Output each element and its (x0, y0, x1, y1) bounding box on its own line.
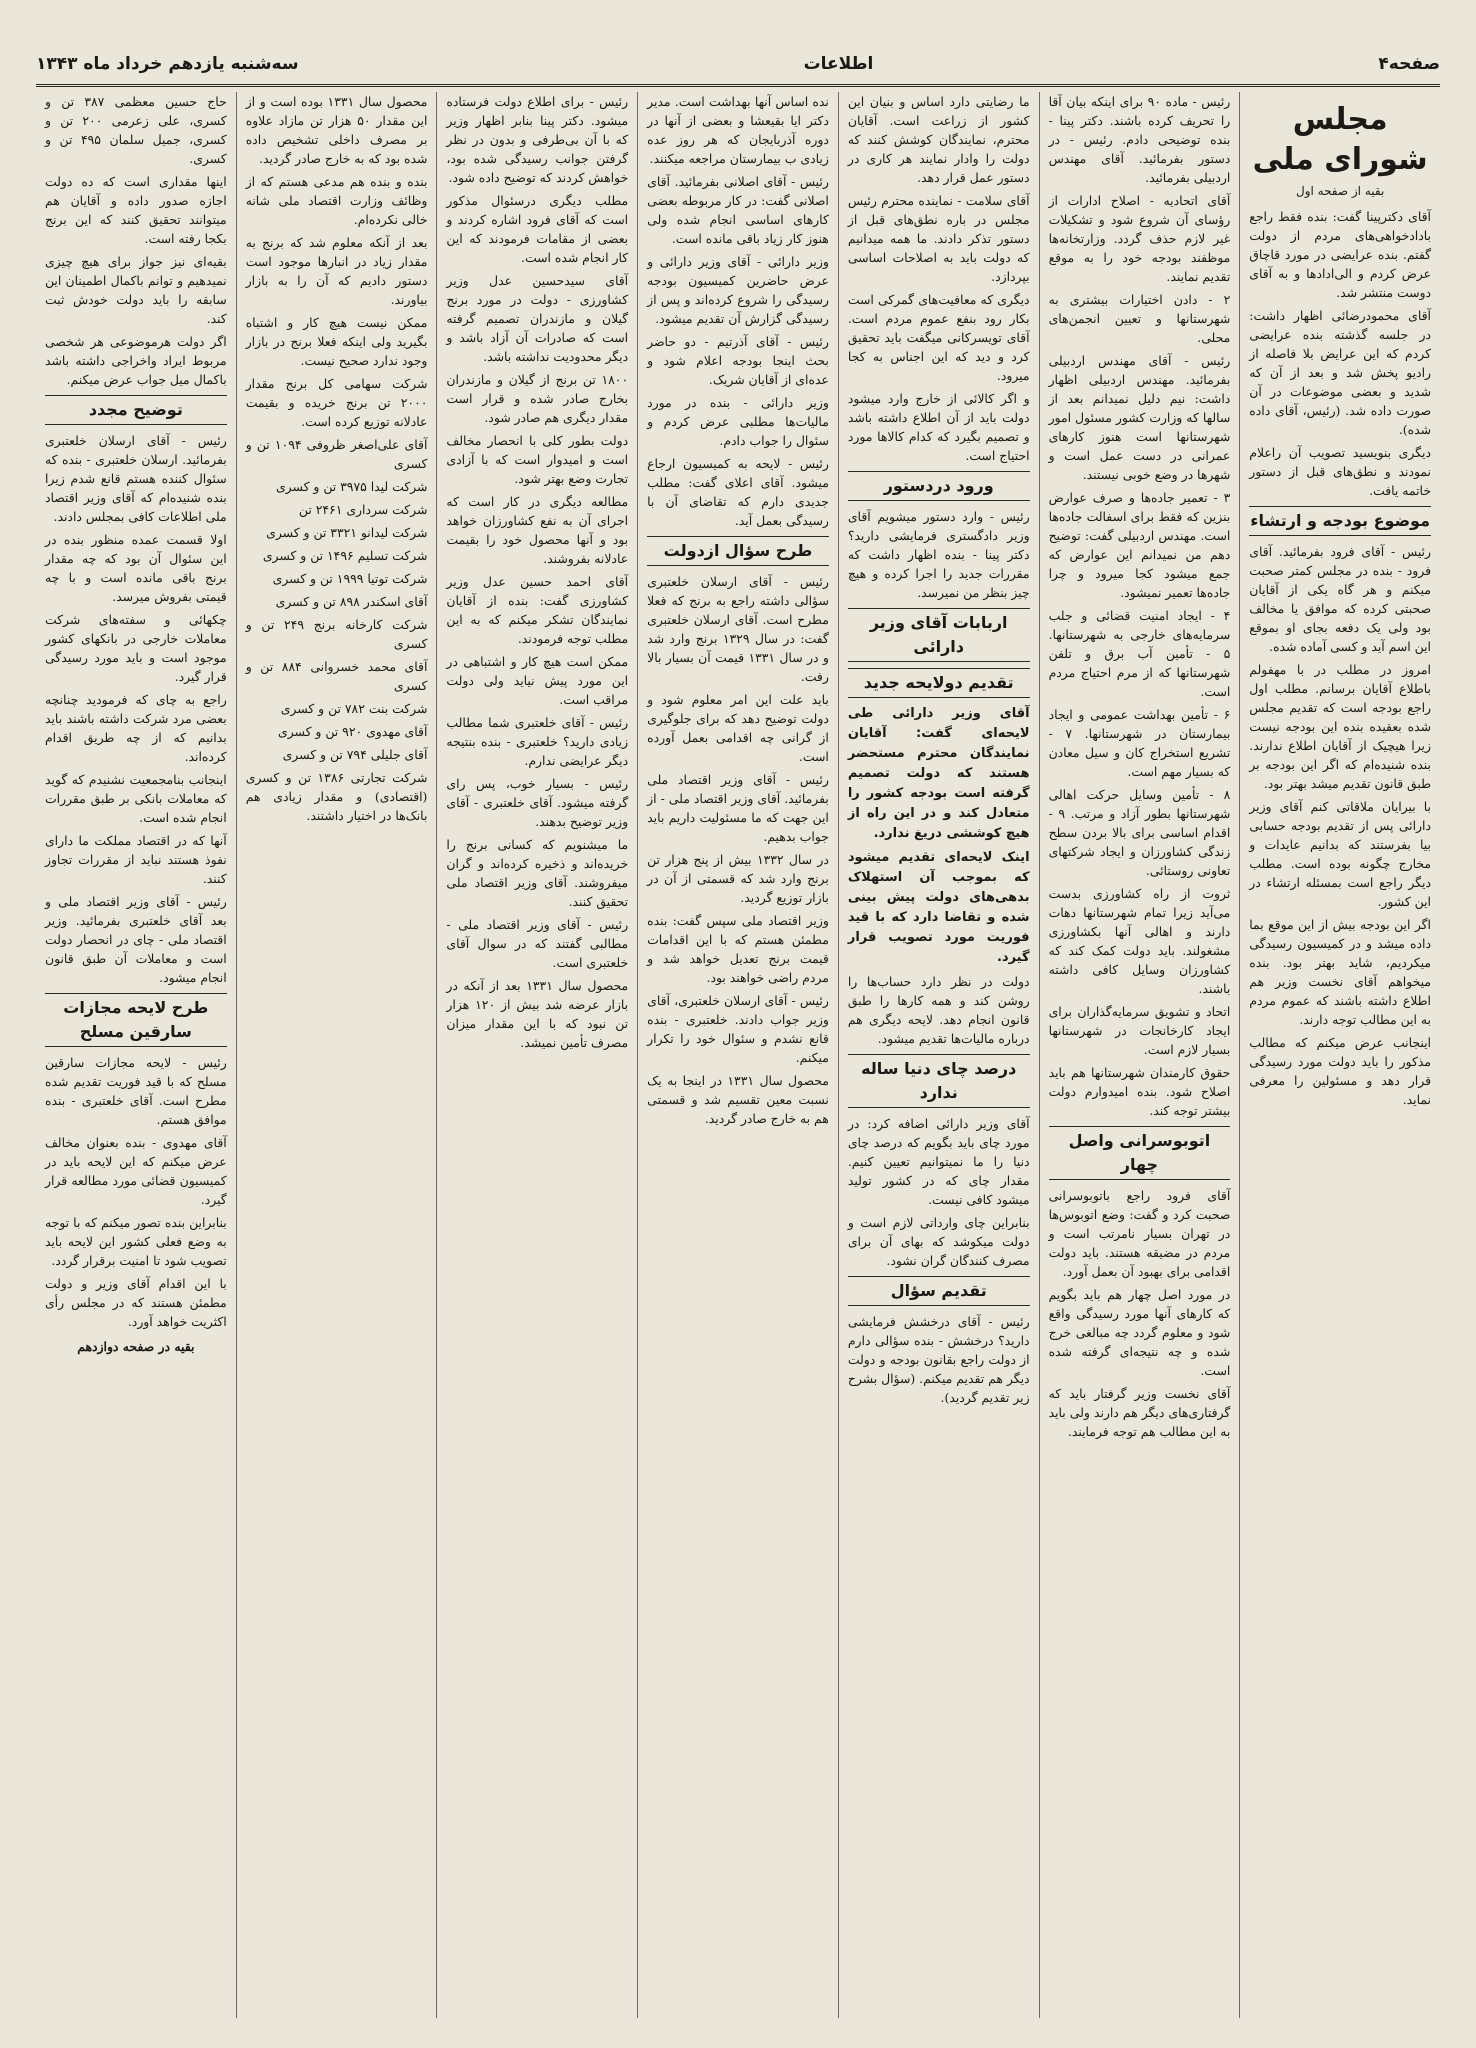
paragraph: رئیس - لایحه مجازات سارقین مسلح که با قید فوریت تقدیم شده مطرح است. آقای خلعتبری - بنده موافق هستم. (44, 1055, 227, 1127)
paragraph: دولت در نظر دارد حساب‌ها را روشن کند و همه کارها را طبق قانون انجام دهد. لایحه دیگری هم درباره مالیات‌ها تقدیم میشود. (847, 974, 1030, 1046)
paragraph: شرکت سهامی کل برنج مقدار ۲۰۰۰ تن برنج خریده و بقیمت عادلانه توزیع کرده است. (245, 376, 428, 429)
column-4 (637, 92, 838, 2018)
continued-on-note: بقیه در صفحه دوازدهم (77, 1339, 195, 1354)
paragraph: رئیس - آقای آذرتیم - دو حاضر بحث اینجا بودجه اعلام شود و عده‌ای از آقایان شریک. (647, 334, 829, 387)
column-6 (236, 92, 437, 2018)
section-heading: اربابات آقای وزیر دارائی (848, 608, 1030, 662)
paragraph: بنده و بنده هم مدعی هستم که از وظائف وزارت اقتصاد ملی شانه خالی نکرده‌ام. (245, 174, 428, 227)
paragraph: و اگر کالائی از خارج وارد میشود دولت باید از آن اطلاع داشته باشد و تصمیم بگیرد که کدام کالاها مورد احتیاج است. (847, 391, 1030, 463)
paragraph: رئیس - آقای مهندس اردبیلی بفرمائید. مهندس اردبیلی اظهار داشت: نیم دلیل نمیدانم بعد از سالها که وزارت کشور مسئول امور شهرستانها است هنوز کارهای عمرانی در دست عمل است و شهرها در وضع خوبی نیستند. (1048, 353, 1231, 482)
bold-paragraph: اینک لایحه‌ای تقدیم میشود که بموجب آن استهلاک بدهی‌های دولت پیش بینی شده و تقاضا دارد که با قید فوریت مورد تصویب قرار گیرد. (847, 850, 1030, 965)
section-heading: موضوع بودجه و ارتشاء (1249, 506, 1431, 536)
list-line: آقای مهدوی ۹۲۰ تن و کسری (278, 724, 428, 739)
list-line: شرکت کارخانه برنج ۲۴۹ تن و کسری (245, 617, 428, 651)
section-heading: اتوبوسرانی واصل چهار (1049, 1126, 1231, 1180)
column-3 (838, 92, 1039, 2018)
paragraph: آقای سلامت - نماینده محترم رئیس مجلس در باره نطق‌های قبل از دستور تذکر دادند. ما همه میدانیم که دولت باید به اصلاحات اساسی بپردازد. (847, 193, 1030, 284)
paragraph: وزیر دارائی - آقای وزیر دارائی و عرض حاضرین کمیسیون بودجه رسیدگی را شروع کرده‌اند و پس از رسیدگی گزارش آن تقدیم میشود. (647, 254, 829, 326)
paragraph: محصول سال ۱۳۳۱ بعد از آنکه در بازار عرضه شد بیش از ۱۲۰ هزار تن نبود که با این مقدار میزان مصرف تأمین نمیشد. (446, 978, 629, 1050)
paragraph: ۳ - تعمیر جاده‌ها و صرف عوارض بنزین که فقط برای اسفالت جاده‌ها است. مهندس اردبیلی گفت: توضیح دهم من نمیدانم این عوارض که جمع میشود کجا میرود و چرا جاده‌ها تعمیر نمیشود. (1048, 490, 1231, 600)
paragraph: رئیس - آقای اصلانی بفرمائید. آقای اصلانی گفت: در کار مربوطه بعضی کارهای اساسی انجام شده ولی هنوز کار زیاد باقی مانده است. (647, 174, 829, 246)
paragraph: ما میشنویم که کسانی برنج را خریده‌اند و ذخیره کرده‌اند و گران میفروشند. آقای وزیر اقتصاد ملی تحقیق کنند. (446, 837, 629, 909)
paragraph: بنابراین چای وارداتی لازم است و دولت میکوشد که بهای آن برای مصرف کنندگان گران نشود. (847, 1215, 1030, 1268)
paragraph: رئیس - بسیار خوب، پس رای گرفته میشود. آقای خلعتبری - آقای وزیر توضیح بدهند. (446, 776, 629, 829)
list-line: شرکت توتیا ۱۹۹۹ تن و کسری (272, 571, 428, 586)
paragraph: رئیس - ماده ۹۰ برای اینکه بیان آقا را تحریف کرده باشند. دکتر پینا - بنده توضیحی دادم. رئیس - در دستور بفرمائید. آقای مهندس اردبیلی بفرمائید. (1048, 94, 1231, 185)
paragraph: رئیس - آقای وزیر اقتصاد ملی و بعد آقای خلعتبری بفرمائید. وزیر اقتصاد ملی - چای در انحصار دولت است و معاملات آن طبق قانون انجام میشود. (44, 894, 227, 985)
main-title: مجلس شورای ملی (1252, 102, 1428, 177)
paragraph: اگر این بودجه بیش از این موقع بما داده میشد و در کمیسیون رسیدگی میکردیم، شاید بهتر بود. بنده میخواهم آقای نخست وزیر هم اطلاع داشته باشند که عموم مردم به این مطالب توجه دارند. (1249, 917, 1431, 1027)
list-line: آقای اسکندر ۸۹۸ تن و کسری (275, 594, 428, 609)
paragraph: رئیس - آقای وزیر اقتصاد ملی بفرمائید. آقای وزیر اقتصاد ملی - از این جهت که ما مسئولیت داریم باید جواب بدهیم. (647, 772, 829, 844)
column-2 (1039, 92, 1240, 2018)
paragraph: رئیس - آقای ارسلان خلعتبری بفرمائید. ارسلان خلعتبری - بنده که سئوال کننده هستم قانع شدم زیرا بنده شنیده‌ام که آقای وزیر اقتصاد ملی اطلاعات کافی بمجلس دادند. (44, 433, 227, 524)
bold-paragraph: آقای وزیر دارائی طی لایحه‌ای گفت: آقایان نمایندگان محترم مستحضر هستند که دولت تصمیم گرفته است بودجه کشور را متعادل کند و در این راه از هیچ کوششی دریغ ندارد. (847, 706, 1030, 841)
continued-note: بقیه از صفحه اول (1295, 184, 1385, 198)
paragraph: آقای دکترپینا گفت: بنده فقط راجع بادادخواهی‌های مردم از دولت گفتم. بنده عرایضی در مورد قاچاق عرض کردم و الی‌ادادها و به آقای دوست منتشر شد. (1249, 209, 1431, 300)
section-heading: تقدیم دولایحه جدید (848, 668, 1030, 698)
column-7 (36, 92, 236, 2018)
paragraph: ممکن نیست هیچ کار و اشتباه بگیرید ولی اینکه فعلا برنج در بازار وجود ندارد صحیح نیست. (245, 315, 428, 368)
list-line: آقای علی‌اصغر ظروفی ۱۰۹۴ تن و کسری (245, 437, 428, 471)
paragraph: اتحاد و تشویق سرمایه‌گذاران برای ایجاد کارخانجات در شهرستانها بسیار لازم است. (1048, 1004, 1231, 1057)
paragraph: چکهائی و سفته‌های شرکت معاملات خارجی در بانکهای کشور موجود است و باید مورد رسیدگی قرار گیرد. (44, 612, 227, 684)
masthead-name: اطلاعات (803, 54, 874, 74)
paragraph: ما رضایتی دارد اساس و بنیان این کشور از زراعت است. آقایان محترم، نمایندگان کوشش کنند که دولت را وادار نمایند هر کاری در دستور عمل قرار دهد. (847, 94, 1030, 185)
paragraph: بقیه‌ای نیز جواز برای هیچ چیزی نمیدهیم و توانم باکمال اطمینان این سابقه را باید دولت خودش ثبت کند. (44, 254, 227, 326)
paragraph: محصول سال ۱۳۳۱ بوده است و از این مقدار ۵۰ هزار تن مازاد علاوه بر مصرف داخلی تشخیص داده شده بود که به خارج صادر گردید. (245, 94, 428, 166)
paragraph: دیگری بنویسید تصویب آن راعلام نمودند و نطق‌های قبل از دستور خاتمه یافت. (1249, 445, 1431, 498)
list-line: شرکت سرداری ۲۴۶۱ تن (298, 502, 428, 517)
paragraph: اینجانب بنامجمعیت نشنیدم که گوید که معاملات بانکی بر طبق مقررات انجام شده است. (44, 772, 227, 825)
list-line: شرکت بنت ۷۸۲ تن و کسری (280, 701, 428, 716)
article-columns (36, 92, 1440, 2018)
section-heading: طرح لایحه مجازات سارقین مسلح (45, 993, 227, 1047)
section-heading: توضیح مجدد (45, 395, 227, 425)
paragraph: شرکت تجارتی ۱۳۸۶ تن و کسری (اقتصادی) و مقدار زیادی هم بانک‌ها در اختیار داشتند. (245, 770, 428, 823)
paragraph: رئیس - آقای فرود بفرمائید. آقای فرود - بنده در مجلس کمتر صحبت میکنم و هر گاه یکی از آقایان صحبتی کرده که موافق یا مخالف بود ولی یک دفعه بجای او بموقع این اسم آید و کسی آماده شده. (1249, 544, 1431, 654)
paragraph: نده اساس آنها بهداشت است. مدیر دکتر ایا بقیعشا و بعضی از آنها در دوره آذربایجان که هر روز عده زیادی ب بیمارستان مراجعه میکنند. (647, 94, 829, 166)
paragraph: اولا قسمت عمده منظور بنده در این سئوال آن بود که چه مقدار برنج باقی مانده است و با چه قیمتی بفروش میرسد. (44, 532, 227, 604)
paragraph: آقای فرود راجع باتوبوسرانی صحبت کرد و گفت: وضع اتوبوس‌ها در تهران بسیار نامرتب است و مردم در مضیقه هستند. باید دولت اقدامی برای بهبود آن بعمل آورد. (1048, 1188, 1231, 1279)
paragraph: ۴ - ایجاد امنیت قضائی و جلب سرمایه‌های خارجی به شهرستانها. ۵ - تأمین آب برق و تلفن شهرستانها که از مرم احتیاج مردم است. (1048, 608, 1231, 699)
paragraph: دولت بطور کلی با انحصار مخالف است و امیدوار است که با آزادی تجارت وضع بهتر شود. (446, 433, 629, 486)
paragraph: اگر دولت هرموضوعی هر شخصی مربوط ایراد واخراجی داشته باشد باکمال میل جواب عرض میکنم. (44, 334, 227, 387)
section-heading: طرح سؤال ازدولت (647, 536, 829, 566)
paragraph: رئیس - وارد دستور میشویم آقای وزیر دادگستری فرمایشی دارید؟ دکتر پینا - بنده اظهار داشت که مقررات جدید را اجرا کرده و هیچ چیز بنظر من نمیرسد. (847, 509, 1030, 600)
paragraph: ثروت از راه کشاورزی بدست می‌آید زیرا تمام شهرستانها دهات دارند و اهالی آنها بکشاورزی مشغولند. باید دولت کمک کند که کشاورزان وسایل کافی داشته باشند. (1048, 886, 1231, 996)
list-line: آقای محمد خسروانی ۸۸۴ تن و کسری (245, 659, 428, 693)
paragraph: وزیر اقتصاد ملی سپس گفت: بنده مطمئن هستم که با این اقدامات قیمت برنج تعدیل خواهد شد و مردم راضی خواهند بود. (647, 913, 829, 985)
list-line: شرکت لیدانو ۳۳۲۱ تن و کسری (266, 525, 428, 540)
paragraph: آقای سیدحسین عدل وزیر کشاورزی - دولت در مورد برنج گیلان و مازندران تصمیم گرفته است که صادرات آن آزاد باشد و دیگر محدودیت نداشته باشد. (446, 273, 629, 364)
paragraph: آنها که در اقتصاد مملکت ما دارای نفوذ هستند نباید از مقررات تجاوز کنند. (44, 833, 227, 886)
section-heading: ورود دردستور (848, 471, 1030, 501)
paragraph: باید علت این امر معلوم شود و دولت توضیح دهد که برای جلوگیری از گرانی چه اقدامی بعمل آورده است. (647, 692, 829, 764)
paragraph: آقای مهدوی - بنده بعنوان مخالف عرض میکنم که این لایحه باید در کمیسیون قضائی مورد مطالعه قرار گیرد. (44, 1135, 227, 1207)
paragraph: رئیس - برای اطلاع دولت فرستاده میشود. دکتر پینا بنابر اظهار وزیر که با آن بی‌طرفی و بدون در نظر گرفتن جوانب رسیدگی شده بود، خواهش کردند که توضیح داده شود. (446, 94, 629, 185)
section-heading: تقدیم سؤال (848, 1276, 1030, 1306)
paragraph: امروز در مطلب در با مهفولم باطلاع آقایان برسانم. مطلب اول راجع بودجه است که تقدیم مجلس شده بعقیده بنده این بودجه نیست زیرا هیچیک از آقایان اطلاع ندارند. بنده شنیده‌ام که اگر این بودجه بر طبق قانون تقدیم میشد بهتر بود. (1249, 662, 1431, 791)
paragraph: اینها مقداری است که ده دولت اجازه صدور داده و آقایان هم میتوانند تحقیق کنند که این برنج بکجا رفته است. (44, 174, 227, 246)
page-number: صفحه۴ (1378, 54, 1440, 74)
paragraph: ممکن است هیچ کار و اشتباهی در این مورد پیش نیاید ولی دولت مراقب است. (446, 654, 629, 707)
paragraph: مطلب دیگری درسئوال مذکور است که آقای فرود اشاره کردند و بعضی از مقامات فرمودند که این کار انجام شده است. (446, 193, 629, 265)
paragraph: ۱۸۰۰ تن برنج از گیلان و مازندران بخارج صادر شده و قرار است مقدار دیگری هم صادر شود. (446, 372, 629, 425)
paragraph: راجع به چای که فرمودید چنانچه بعضی مرد شرکت داشته باشند باید بدانیم که از چه طریق اقدام کرده‌اند. (44, 692, 227, 764)
column-1 (1239, 92, 1440, 2018)
paragraph: بنابراین بنده تصور میکنم که با توجه به وضع فعلی کشور این لایحه باید تصویب شود تا امنیت برقرار گردد. (44, 1215, 227, 1268)
paragraph: آقای نخست وزیر گرفتار باید که گرفتاری‌های دیگر هم دارند ولی باید به این مطالب هم توجه فرمایند. (1048, 1386, 1231, 1439)
paragraph: وزیر دارائی - بنده در مورد مالیات‌ها مطلبی عرض کردم و سئوال را جواب دادم. (647, 395, 829, 448)
section-heading: درصد چای دنیا ساله ندارد (848, 1054, 1030, 1108)
page-header (36, 44, 1440, 87)
paragraph: مطالعه دیگری در کار است که اجرای آن به نفع کشاورزان خواهد بود و آنها محصول خود را بقیمت عادلانه بفروشند. (446, 494, 629, 566)
paragraph: با این اقدام آقای وزیر و دولت مطمئن هستند که در مجلس رأی اکثریت خواهد آورد. (44, 1276, 227, 1329)
paragraph: ۸ - تأمین وسایل حرکت اهالی شهرستانها بطور آزاد و مرتب. ۹ - اقدام اساسی برای بالا بردن سطح زندگی کشاورزان و ایجاد شرکتهای تعاونی روستائی. (1048, 787, 1231, 878)
paragraph: آقای احمد حسین عدل وزیر کشاورزی گفت: بنده از آقایان نمایندگان تشکر میکنم که به این مطلب توجه فرمودند. (446, 574, 629, 646)
paragraph: رئیس - آقای ارسلان خلعتبری سؤالی داشته راجع به برنج که فعلا مطرح است. آقای ارسلان خلعتبری گفت: در سال ۱۳۲۹ برنج وارد شد و در سال ۱۳۳۱ قیمت آن بسیار بالا رفت. (647, 574, 829, 684)
paragraph: آقای اتحادیه - اصلاح ادارات از رؤسای آن شروع شود و تشکیلات غیر لازم حذف گردد. وزارتخانه‌ها موظفند بودجه خود را به موقع تقدیم نمایند. (1048, 193, 1231, 284)
paragraph: ۶ - تأمین بهداشت عمومی و ایجاد بیمارستان در شهرستانها. ۷ - تشریع استخراج کان و سیل معادن که بسیار مهم است. (1048, 707, 1231, 779)
paragraph: در مورد اصل چهار هم باید بگویم که کارهای آنها مورد رسیدگی واقع شود و معلوم گردد چه مبالغی خرج شده و چه نتیجه‌ای گرفته شده است. (1048, 1287, 1231, 1378)
paragraph: آقای محمودرضائی اظهار داشت: در جلسه گذشته بنده عرایضی کردم که این عرایض بلا فاصله از رادیو پخش شد و بعد از آن که شدید و بعضی موضوعات در آن صورت داده شد. (رئیس، آقای داده شده). (1249, 308, 1431, 437)
paragraph: رئیس - آقای خلعتبری شما مطالب زیادی دارید؟ خلعتبری - بنده بنتیجه دیگر عرایضی ندارم. (446, 715, 629, 768)
paragraph: حاج حسین معظمی ۳۸۷ تن و کسری، علی زعرمی ۲۰۰ تن و کسری، جمیل سلمان ۴۹۵ تن و کسری. (44, 94, 227, 166)
paragraph: رئیس - آقای ارسلان خلعتبری، آقای وزیر جواب دادند. خلعتبری - بنده قانع نشدم و سئوال خود را تکرار میکنم. (647, 993, 829, 1065)
paragraph: در سال ۱۳۳۲ بیش از پنج هزار تن برنج وارد شد که قسمتی از آن در بازار توزیع گردید. (647, 852, 829, 905)
list-line: شرکت لیدا ۳۹۷۵ تن و کسری (275, 479, 428, 494)
paragraph: ۲ - دادن اختیارات بیشتری به شهرستانها و تعیین انجمن‌های محلی. (1048, 292, 1231, 345)
paragraph: بعد از آنکه معلوم شد که برنج به مقدار زیاد در انبارها موجود است دستور دادیم که آن را به بازار بیاورند. (245, 235, 428, 307)
paragraph: رئیس - آقای درخشش فرمایشی دارید؟ درخشش - بنده سؤالی دارم از دولت راجع بقانون بودجه و دولت دیگر هم تقدیم میکنم. (سؤال بشرح زیر تقدیم گردید). (847, 1314, 1030, 1405)
paragraph: حقوق کارمندان شهرستانها هم باید اصلاح شود. بنده امیدوارم دولت بیشتر توجه کند. (1048, 1065, 1231, 1118)
list-line: آقای جلیلی ۷۹۴ تن و کسری (282, 747, 428, 762)
paragraph: محصول سال ۱۳۳۱ در اینجا به یک نسبت معین تقسیم شد و قسمتی هم به خارج صادر گردید. (647, 1073, 829, 1126)
paragraph: دیگری که معافیت‌های گمرکی است بکار رود بنفع عموم مردم است. آقای تویسرکانی میگفت باید تحقیق کرد و دید که این اجناس به کجا میرود. (847, 292, 1030, 383)
paragraph: آقای وزیر دارائی اضافه کرد: در مورد چای باید بگویم که درصد چای دنیا را ما نمیتوانیم تعیین کنیم. مقدار چای که در کشور تولید میشود کافی نیست. (847, 1116, 1030, 1207)
paragraph: اینجانب عرض میکنم که مطالب مذکور را باید دولت مورد رسیدگی قرار دهد و مسئولین را معرفی نماید. (1249, 1035, 1431, 1107)
list-line: شرکت تسلیم ۱۴۹۶ تن و کسری (262, 548, 428, 563)
issue-date: سه‌شنبه یازدهم خرداد ماه ۱۳۴۳ (36, 54, 299, 74)
paragraph: با بیرایان ملاقاتی کنم آقای وزیر دارائی پس از تقدیم بودجه حسابی بیا بفرستند که بدانیم عایدات و مخارج چگونه بوده است. مطلب دیگر راجع است بمسئله ارتشاء در این کشور. (1249, 799, 1431, 909)
column-5 (436, 92, 637, 2018)
paragraph: رئیس - آقای وزیر اقتصاد ملی - مطالبی گفتند که در سوال آقای خلعتبری است. (446, 917, 629, 970)
paragraph: رئیس - لایحه به کمیسیون ارجاع میشود. آقای اعلای گفت: مطلب جدیدی دارم که تقاضای آن با رسیدگی بعمل آید. (647, 456, 829, 528)
